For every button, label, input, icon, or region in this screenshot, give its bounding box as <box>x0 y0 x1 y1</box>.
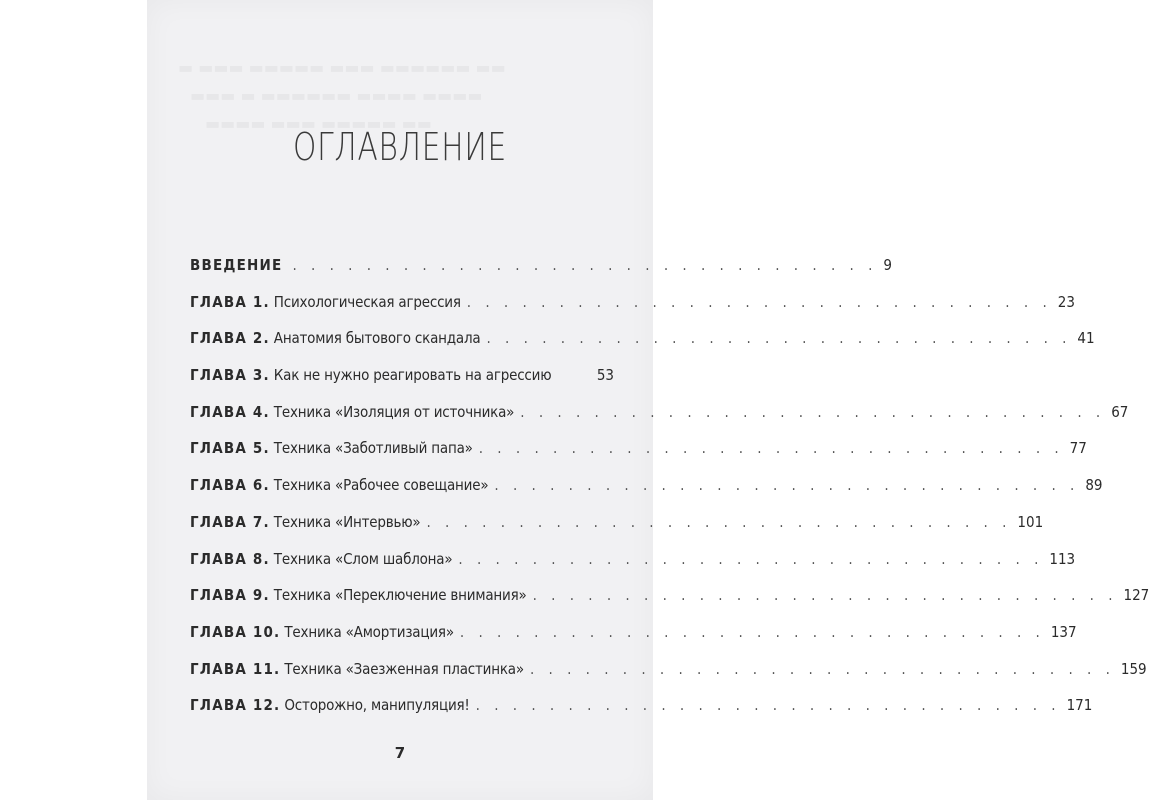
toc-entry-page: 9 <box>883 256 892 274</box>
bleed-through-text <box>178 58 506 77</box>
toc-entry-chapter-6[interactable] <box>190 476 1103 513</box>
toc-entry-chapter-10[interactable] <box>190 622 1077 660</box>
toc-entry-label: ГЛАВА 4. <box>190 402 270 421</box>
page-title: ОГЛАВЛЕНИЕ <box>292 125 508 169</box>
toc-entry-label: ГЛАВА 3. <box>190 366 270 385</box>
bleed-through-text <box>190 86 482 105</box>
leader-dots: . . . . . . . . . . . . . . . . . . . . . . . . . . . . . . . . <box>532 586 1118 605</box>
toc-entry-label: ГЛАВА 9. <box>190 586 270 605</box>
toc-entry-page: 137 <box>1050 622 1077 641</box>
leader-dots: . . . . . . . . . . . . . . . . . . . . . . . . . . . . . . . . <box>478 439 1064 458</box>
toc-entry-title: Техника «Переключение внимания» <box>273 586 527 605</box>
toc-entry-page: 171 <box>1066 696 1093 715</box>
toc-entry-page: 89 <box>1085 476 1103 495</box>
leader-dots: . . . . . . . . . . . . . . . . . . . . . . . . . . . . . . . . <box>466 292 1052 311</box>
toc-entry-label: ГЛАВА 12. <box>190 696 281 715</box>
toc-entry-page: 23 <box>1057 292 1075 311</box>
toc-entry-label: ГЛАВА 1. <box>190 292 270 311</box>
toc-entry-chapter-5[interactable] <box>190 439 1087 476</box>
toc-entry-label: ГЛАВА 8. <box>190 549 270 568</box>
toc-entry-page: 53 <box>596 366 614 385</box>
leader-dots: . . . . . . . . . . . . . . . . . . . . . . . . . . . . . . . . <box>494 476 1080 495</box>
toc-entry-page: 77 <box>1069 439 1087 458</box>
toc-entry-label: ГЛАВА 7. <box>190 512 270 531</box>
toc-entry-page: 101 <box>1017 512 1044 531</box>
toc-entry-chapter-4[interactable] <box>190 402 1129 440</box>
toc-entry-title: Техника «Заботливый папа» <box>273 439 473 458</box>
leader-dots: . . . . . . . . . . . . . . . . . . . . . . . . . . . . . . . . <box>529 659 1115 678</box>
toc-entry-title: Осторожно, манипуляция! <box>284 696 470 715</box>
leader-dots: . . . . . . . . . . . . . . . . . . . . . . . . . . . . . . . . <box>459 622 1045 641</box>
toc-entry-page: 41 <box>1077 329 1095 348</box>
toc-entry-title: Техника «Интервью» <box>273 512 421 531</box>
toc-entry-page: 127 <box>1123 586 1149 605</box>
toc-entry-title: Как не нужно реагировать на агрессию <box>273 366 552 385</box>
toc-entry-title: Техника «Рабочее совещание» <box>273 476 489 495</box>
toc-entry-chapter-11[interactable] <box>190 659 1147 697</box>
toc-entry-intro[interactable] <box>190 256 892 293</box>
toc-entry-chapter-7[interactable] <box>190 512 1044 550</box>
page-number: 7 <box>394 744 406 762</box>
toc-entry-label: ГЛАВА 10. <box>190 622 281 641</box>
toc-entry-title: Техника «Заезженная пластинка» <box>284 659 524 678</box>
toc-entry-chapter-3[interactable] <box>190 366 614 403</box>
toc-entry-title: Техника «Амортизация» <box>284 622 454 641</box>
table-of-contents <box>190 256 1149 733</box>
toc-entry-chapter-2[interactable] <box>190 329 1095 366</box>
leader-dots: . . . . . . . . . . . . . . . . . . . . . . . . . . . . . . . . <box>475 696 1061 715</box>
toc-entry-label: ГЛАВА 5. <box>190 439 270 458</box>
toc-entry-chapter-1[interactable] <box>190 292 1075 330</box>
leader-dots: . . . . . . . . . . . . . . . . . . . . . . . . . . . . . . . . <box>292 256 878 274</box>
leader-dots: . . . . . . . . . . . . . . . . . . . . . . . . . . . . . . . . <box>486 329 1072 348</box>
toc-entry-page: 67 <box>1111 402 1129 421</box>
toc-entry-title: Техника «Изоляция от источника» <box>273 402 515 421</box>
toc-entry-title: Анатомия бытового скандала <box>273 329 481 348</box>
toc-entry-chapter-9[interactable] <box>190 586 1149 623</box>
toc-entry-page: 159 <box>1120 659 1147 678</box>
toc-entry-label: ГЛАВА 2. <box>190 329 270 348</box>
leader-dots: . . . . . . . . . . . . . . . . . . . . . . . . . . . . . . . . <box>458 549 1044 568</box>
toc-entry-title: Техника «Слом шаблона» <box>273 549 453 568</box>
toc-entry-label: ГЛАВА 11. <box>190 659 281 678</box>
toc-entry-title: Психологическая агрессия <box>273 292 461 311</box>
toc-entry-label: ВВЕДЕНИЕ <box>190 256 283 274</box>
toc-entry-chapter-12[interactable] <box>190 696 1093 733</box>
toc-entry-chapter-8[interactable] <box>190 549 1076 587</box>
leader-dots: . . . . . . . . . . . . . . . . . . . . . . . . . . . . . . . . <box>520 402 1106 421</box>
leader-dots: . . . . . . . . . . . . . . . . . . . . . . . . . . . . . . . . <box>426 512 1012 531</box>
toc-entry-page: 113 <box>1049 549 1076 568</box>
toc-entry-label: ГЛАВА 6. <box>190 476 270 495</box>
